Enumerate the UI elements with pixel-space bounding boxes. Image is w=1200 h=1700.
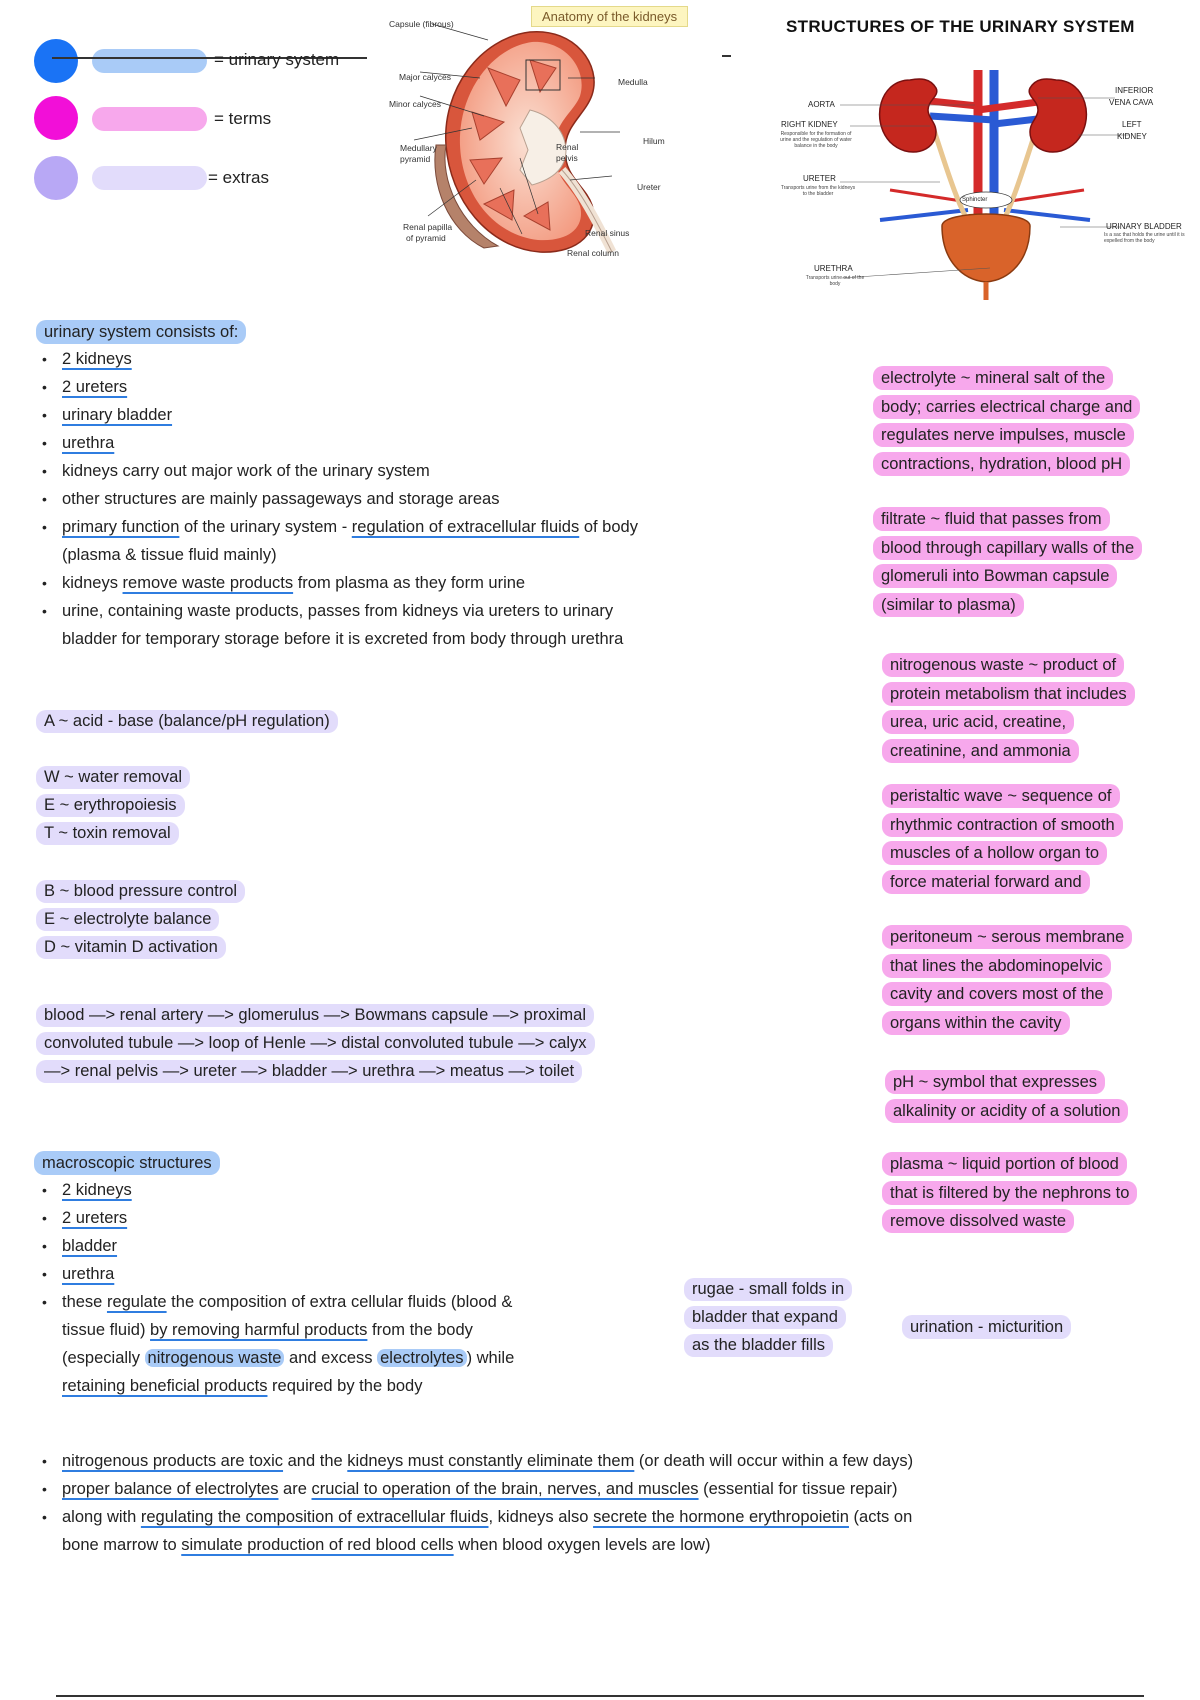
legend-label-extras: = extras bbox=[208, 168, 269, 187]
label-left-kidney-1: LEFT bbox=[1122, 120, 1142, 129]
label-medullary-pyramid-1: Medullary bbox=[400, 143, 437, 153]
list-item: • primary function of the urinary system - regulation of extracellular fluids of body (plasma & tissue fluid mainly) bbox=[36, 513, 736, 569]
blue-legend-dot bbox=[34, 39, 78, 83]
macro-list bbox=[36, 1176, 676, 1400]
label-hilum: Hilum bbox=[643, 136, 665, 146]
label-aorta: AORTA bbox=[808, 100, 835, 109]
list-item: • other structures are mainly passageways and storage areas bbox=[36, 485, 736, 513]
list-item: • nitrogenous products are toxic and the kidneys must constantly eliminate them (or death will occur within a few days) bbox=[36, 1447, 1136, 1475]
pink-legend-bar bbox=[92, 107, 207, 131]
consists-heading bbox=[36, 320, 246, 344]
label-minor-calyces: Minor calyces bbox=[389, 99, 441, 109]
blue-legend-bar bbox=[92, 49, 207, 73]
macro-heading bbox=[34, 1151, 220, 1175]
flow-line-2: convoluted tubule —> loop of Henle —> distal convoluted tubule —> calyx bbox=[36, 1032, 595, 1055]
blood-flow-path bbox=[36, 1004, 595, 1088]
highlight-nitrogenous-waste: nitrogenous waste bbox=[145, 1349, 285, 1367]
label-renal-sinus: Renal sinus bbox=[585, 228, 630, 238]
list-item: • along with regulating the composition of extracellular fluids, kidneys also secrete the hormone erythropoietin (acts on bone marrow to simulate production of red blood cells when blood oxygen levels are low) bbox=[36, 1503, 1136, 1559]
note-right-kidney: Responsible for the formation of urine and the regulation of water balance in the body bbox=[780, 131, 852, 149]
mnemonic-d: D ~ vitamin D activation bbox=[36, 936, 226, 959]
list-item: • these regulate the composition of extra cellular fluids (blood & tissue fluid) by removing harmful products from the body (especially nitrogenous waste and excess electrolytes ) while retaining beneficial products required by the body bbox=[36, 1288, 676, 1400]
note-urethra: Transports urine out of the body bbox=[805, 275, 865, 287]
rugae-note: rugae - small folds in bladder that expand as the bladder fills bbox=[684, 1278, 852, 1362]
label-renal-papilla-1: Renal papilla bbox=[403, 222, 453, 232]
macro-heading-text: macroscopic structures bbox=[34, 1151, 220, 1175]
label-renal-papilla-2: of pyramid bbox=[406, 233, 446, 243]
consists-list bbox=[36, 345, 736, 653]
list-item: • urine, containing waste products, passes from kidneys via ureters to urinary bladder for temporary storage before it is excreted from body through urethra bbox=[36, 597, 736, 653]
label-major-calyces: Major calyces bbox=[399, 72, 451, 82]
list-item: • 2 kidneys bbox=[36, 1176, 676, 1204]
mnemonic-a bbox=[36, 710, 338, 738]
mnemonic-e2: E ~ electrolyte balance bbox=[36, 908, 219, 931]
definition-plasma: plasma ~ liquid portion of blood that is filtered by the nephrons to remove dissolved waste bbox=[882, 1152, 1137, 1238]
note-urinary-bladder: Is a sac that holds the urine until it is expelled from the body bbox=[1104, 232, 1185, 244]
list-item: • 2 ureters bbox=[36, 1204, 676, 1232]
label-capsule: Capsule (fibrous) bbox=[389, 19, 454, 29]
lavender-legend-bar bbox=[92, 166, 207, 190]
label-ureter: URETER bbox=[803, 174, 836, 183]
pink-legend-dot bbox=[34, 96, 78, 140]
definition-ph: pH ~ symbol that expresses alkalinity or acidity of a solution bbox=[885, 1070, 1128, 1127]
label-renal-pelvis-2: pelvis bbox=[556, 153, 578, 163]
mnemonic-e1: E ~ erythropoiesis bbox=[36, 794, 185, 817]
consists-heading-text: urinary system consists of: bbox=[36, 320, 246, 344]
urination-note: urination - micturition bbox=[902, 1315, 1071, 1339]
label-left-kidney-2: KIDNEY bbox=[1117, 132, 1147, 141]
list-item: • urethra bbox=[36, 429, 736, 457]
note-ureter: Transports urine from the kidneys to the bladder bbox=[780, 185, 856, 197]
label-inferior-vena-cava-2: VENA CAVA bbox=[1109, 98, 1154, 107]
label-renal-column: Renal column bbox=[567, 248, 619, 258]
legend-label-urinary: = urinary system bbox=[214, 50, 340, 69]
mnemonic-t: T ~ toxin removal bbox=[36, 822, 179, 845]
definition-filtrate: filtrate ~ fluid that passes from blood through capillary walls of the glomeruli into Bowman capsule (similar to plasma) bbox=[873, 507, 1142, 621]
highlight-electrolytes: electrolytes bbox=[377, 1349, 466, 1367]
definition-peritoneum: peritoneum ~ serous membrane that lines the abdominopelvic cavity and covers most of the organs within the cavity bbox=[882, 925, 1132, 1039]
label-urinary-bladder: URINARY BLADDER bbox=[1106, 222, 1182, 231]
definition-electrolyte: electrolyte ~ mineral salt of the body; carries electrical charge and regulates nerve impulses, muscle contractions, hydration, blood pH bbox=[873, 366, 1140, 480]
label-inferior-vena-cava-1: INFERIOR bbox=[1115, 86, 1154, 95]
list-item: • kidneys remove waste products from plasma as they form urine bbox=[36, 569, 736, 597]
list-item: • kidneys carry out major work of the urinary system bbox=[36, 457, 736, 485]
list-item: • 2 kidneys bbox=[36, 345, 736, 373]
bottom-notes bbox=[36, 1447, 1136, 1559]
flow-line-1: blood —> renal artery —> glomerulus —> Bowmans capsule —> proximal bbox=[36, 1004, 594, 1027]
label-medullary-pyramid-2: pyramid bbox=[400, 154, 431, 164]
list-item: • proper balance of electrolytes are crucial to operation of the brain, nerves, and muscles (essential for tissue repair) bbox=[36, 1475, 1136, 1503]
definition-nitrogenous-waste: nitrogenous waste ~ product of protein metabolism that includes urea, uric acid, creatine, creatinine, and ammonia bbox=[882, 653, 1135, 767]
label-medulla: Medulla bbox=[618, 77, 648, 87]
list-item: • 2 ureters bbox=[36, 373, 736, 401]
list-item: • urethra bbox=[36, 1260, 676, 1288]
label-urethra: URETHRA bbox=[814, 264, 853, 273]
label-renal-pelvis-1: Renal bbox=[556, 142, 579, 152]
page-bottom-rule bbox=[56, 1695, 1144, 1697]
label-right-kidney: RIGHT KIDNEY bbox=[781, 120, 838, 129]
legend-label-terms: = terms bbox=[214, 109, 272, 128]
lavender-legend-dot bbox=[34, 156, 78, 200]
definition-peristaltic-wave: peristaltic wave ~ sequence of rhythmic contraction of smooth muscles of a hollow organ to force material forward and bbox=[882, 784, 1123, 898]
mnemonic-b: B ~ blood pressure control bbox=[36, 880, 245, 903]
mnemonic-w: W ~ water removal bbox=[36, 766, 190, 789]
mnemonic-a-text: A ~ acid - base (balance/pH regulation) bbox=[36, 710, 338, 733]
mnemonic-bed bbox=[36, 880, 245, 964]
kidney-figure-title: Anatomy of the kidneys bbox=[531, 6, 688, 27]
label-ureter: Ureter bbox=[637, 182, 661, 192]
list-item: • bladder bbox=[36, 1232, 676, 1260]
list-item: • urinary bladder bbox=[36, 401, 736, 429]
bladder-tag: Sphincter bbox=[962, 197, 988, 203]
urinary-figure-title: STRUCTURES OF THE URINARY SYSTEM bbox=[786, 17, 1135, 36]
mnemonic-wet bbox=[36, 766, 190, 850]
flow-line-3: —> renal pelvis —> ureter —> bladder —> urethra —> meatus —> toilet bbox=[36, 1060, 582, 1083]
